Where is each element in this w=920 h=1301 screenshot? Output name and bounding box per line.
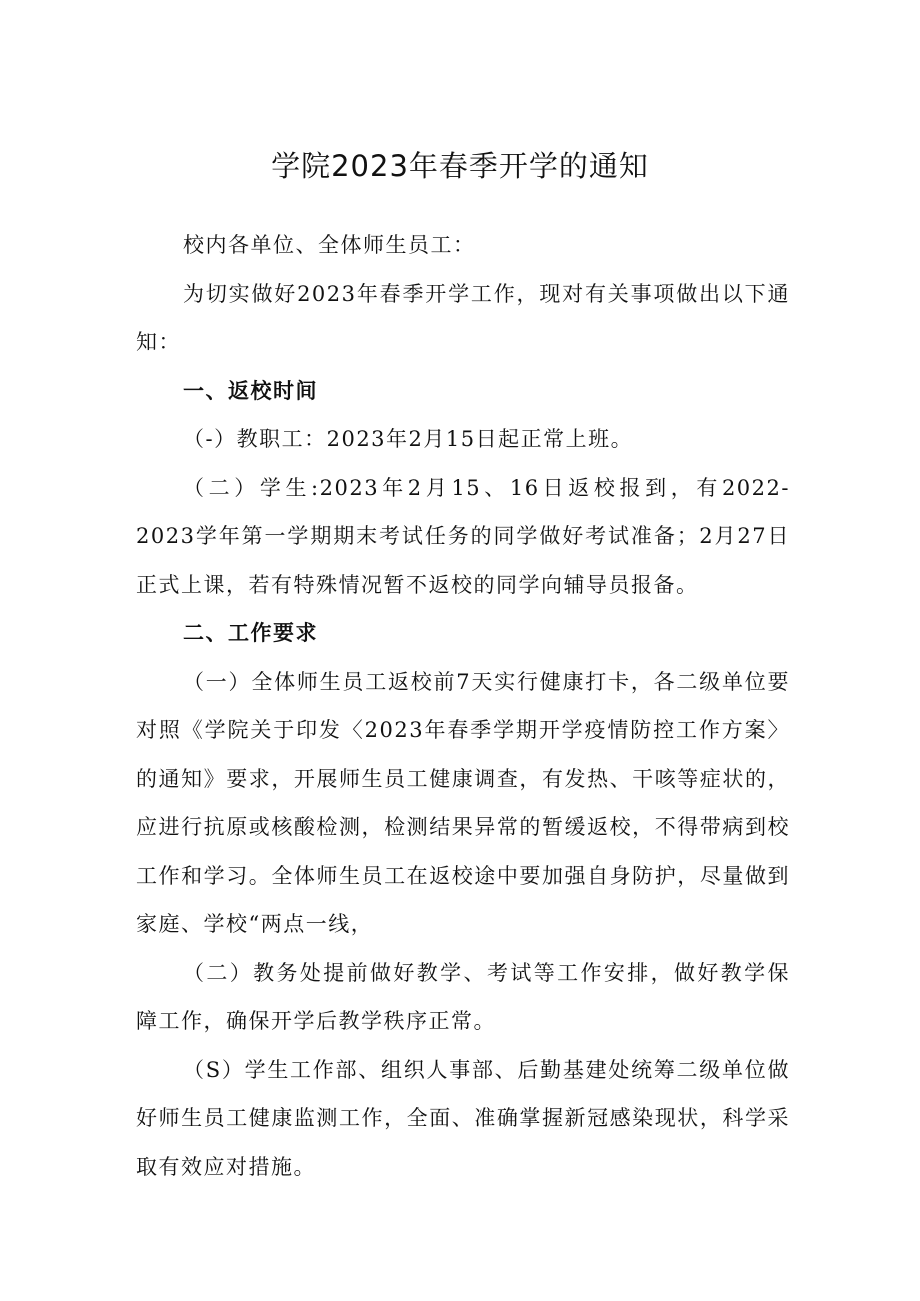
section-heading-return-time: 一、返校时间 (183, 378, 318, 403)
paragraph-health-monitoring: （S）学生工作部、组织人事部、后勤基建处统筹二级单位做好师生员工健康监测工作，全面、准确掌握新冠感染现状，科学采取有效应对措施。 (136, 1057, 790, 1179)
paragraph-staff-return: （-）教职工：2023年2月15日起正常上班。 (183, 427, 634, 451)
paragraph-health-check: （一）全体师生员工返校前7天实行健康打卡，各二级单位要对照《学院关于印发〈2023年春季学期开学疫情防控工作方案〉的通知》要求，开展师生员工健康调查，有发热、干咳等症状的，应进行抗原或核酸检测，检测结果异常的暂缓返校，不得带病到校工作和学习。全体师生员工在返校途中要加强自身防护，尽量做到家庭、学校“两点一线， (136, 669, 790, 936)
salutation: 校内各单位、全体师生员工： (183, 233, 476, 257)
section-heading-work-requirements: 二、工作要求 (183, 621, 318, 645)
document-body (136, 221, 790, 1191)
intro-paragraph: 为切实做好2023年春季开学工作，现对有关事项做出以下通知： (136, 281, 790, 354)
paragraph-student-return: （二）学生:2023年2月15、16日返校报到，有2022-2023学年第一学期期末考试任务的同学做好考试准备；2月27日正式上课，若有特殊情况暂不返校的同学向辅导员报备。 (136, 475, 790, 597)
document-title: 学院2023年春季开学的通知 (271, 149, 649, 183)
paragraph-teaching-arrangement: （二）教务处提前做好教学、考试等工作安排，做好教学保障工作，确保开学后教学秩序正常。 (136, 960, 790, 1033)
